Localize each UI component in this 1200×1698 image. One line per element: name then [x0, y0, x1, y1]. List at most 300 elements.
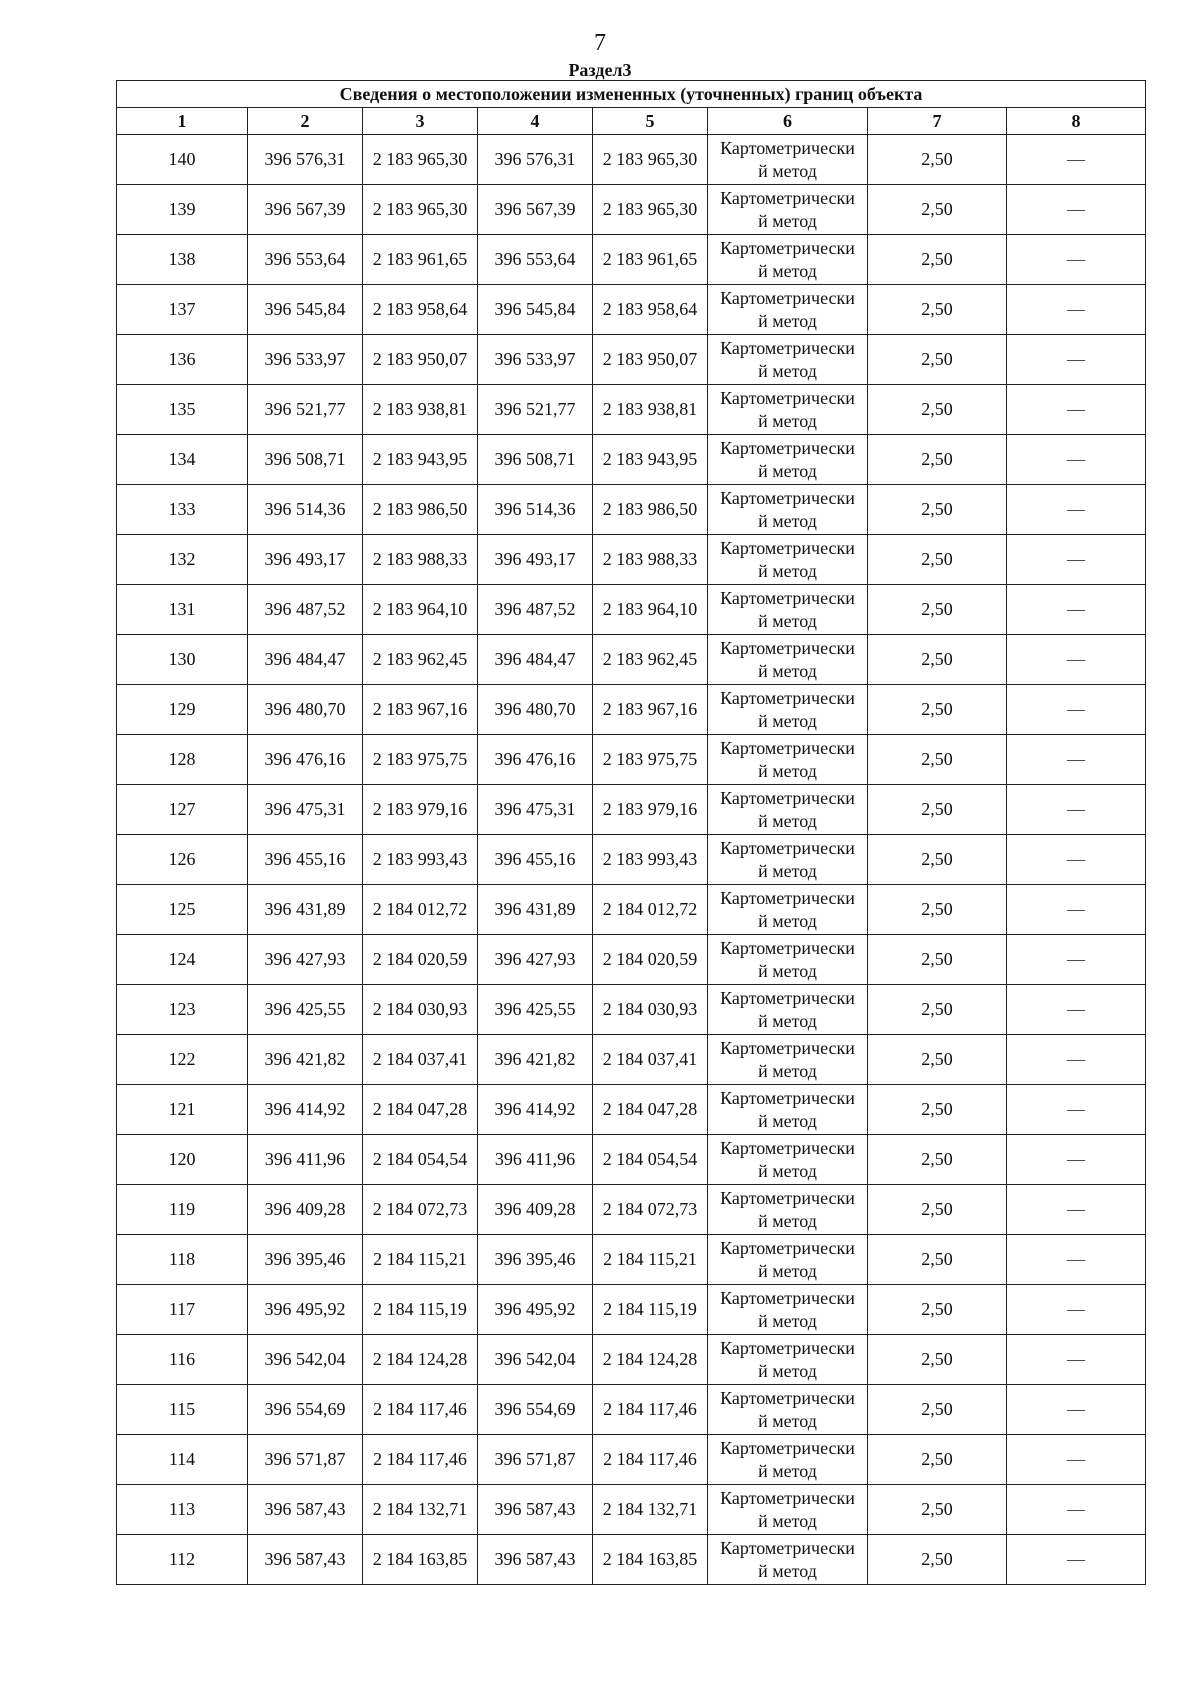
table-row	[117, 985, 1146, 1035]
method-cell	[708, 635, 868, 685]
method-cell	[708, 835, 868, 885]
method-cell	[708, 885, 868, 935]
y-refined-cell: 2 183 943,95	[593, 435, 708, 485]
y-existing-cell: 2 184 047,28	[363, 1085, 478, 1135]
method-line-1: Картометрически	[720, 387, 855, 408]
y-refined-cell: 2 184 072,73	[593, 1185, 708, 1235]
x-refined-cell: 396 587,43	[478, 1535, 593, 1585]
point-number-cell: 125	[117, 885, 248, 935]
method-line-1: Картометрически	[720, 587, 855, 608]
point-number-cell: 131	[117, 585, 248, 635]
method-line-1: Картометрически	[720, 1487, 855, 1508]
x-refined-cell: 396 425,55	[478, 985, 593, 1035]
y-refined-cell: 2 183 964,10	[593, 585, 708, 635]
method-line-1: Картометрически	[720, 1087, 855, 1108]
description-cell: —	[1007, 985, 1146, 1035]
x-existing-cell: 396 576,31	[248, 135, 363, 185]
x-existing-cell: 396 425,55	[248, 985, 363, 1035]
method-line-1: Картометрически	[720, 887, 855, 908]
point-number-cell: 119	[117, 1185, 248, 1235]
table-row	[117, 885, 1146, 935]
description-cell: —	[1007, 885, 1146, 935]
method-cell	[708, 185, 868, 235]
method-cell	[708, 335, 868, 385]
y-existing-cell: 2 184 117,46	[363, 1435, 478, 1485]
accuracy-cell: 2,50	[868, 1535, 1007, 1585]
description-cell: —	[1007, 635, 1146, 685]
description-cell: —	[1007, 185, 1146, 235]
x-existing-cell: 396 411,96	[248, 1135, 363, 1185]
table-row	[117, 1535, 1146, 1585]
method-line-2: й метод	[758, 1210, 817, 1231]
point-number-cell: 135	[117, 385, 248, 435]
y-existing-cell: 2 183 975,75	[363, 735, 478, 785]
method-cell	[708, 235, 868, 285]
column-header: 8	[1007, 108, 1146, 135]
y-existing-cell: 2 184 124,28	[363, 1335, 478, 1385]
method-cell	[708, 585, 868, 635]
x-existing-cell: 396 545,84	[248, 285, 363, 335]
method-line-2: й метод	[758, 410, 817, 431]
x-existing-cell: 396 533,97	[248, 335, 363, 385]
section-title: Раздел3	[568, 60, 632, 80]
y-refined-cell: 2 184 012,72	[593, 885, 708, 935]
accuracy-cell: 2,50	[868, 835, 1007, 885]
x-refined-cell: 396 427,93	[478, 935, 593, 985]
method-line-1: Картометрически	[720, 137, 855, 158]
x-refined-cell: 396 409,28	[478, 1185, 593, 1235]
y-existing-cell: 2 183 943,95	[363, 435, 478, 485]
description-cell: —	[1007, 535, 1146, 585]
x-refined-cell: 396 431,89	[478, 885, 593, 935]
description-cell: —	[1007, 1035, 1146, 1085]
method-line-2: й метод	[758, 560, 817, 581]
y-refined-cell: 2 184 132,71	[593, 1485, 708, 1535]
description-cell: —	[1007, 1285, 1146, 1335]
y-refined-cell: 2 184 054,54	[593, 1135, 708, 1185]
y-refined-cell: 2 184 037,41	[593, 1035, 708, 1085]
column-header: 2	[248, 108, 363, 135]
table-row	[117, 185, 1146, 235]
x-existing-cell: 396 475,31	[248, 785, 363, 835]
description-cell: —	[1007, 335, 1146, 385]
method-line-2: й метод	[758, 660, 817, 681]
description-cell: —	[1007, 785, 1146, 835]
description-cell: —	[1007, 1135, 1146, 1185]
method-cell	[708, 285, 868, 335]
method-cell	[708, 1535, 868, 1585]
accuracy-cell: 2,50	[868, 435, 1007, 485]
method-line-2: й метод	[758, 710, 817, 731]
description-cell: —	[1007, 585, 1146, 635]
method-line-2: й метод	[758, 1410, 817, 1431]
x-existing-cell: 396 455,16	[248, 835, 363, 885]
point-number-cell: 117	[117, 1285, 248, 1335]
x-existing-cell: 396 395,46	[248, 1235, 363, 1285]
x-existing-cell: 396 480,70	[248, 685, 363, 735]
method-line-1: Картометрически	[720, 187, 855, 208]
table-row	[117, 1235, 1146, 1285]
method-line-2: й метод	[758, 1310, 817, 1331]
method-line-1: Картометрически	[720, 1337, 855, 1358]
method-line-1: Картометрически	[720, 1287, 855, 1308]
y-refined-cell: 2 183 967,16	[593, 685, 708, 735]
column-header: 4	[478, 108, 593, 135]
column-header-row	[117, 108, 1146, 135]
x-refined-cell: 396 553,64	[478, 235, 593, 285]
method-line-1: Картометрически	[720, 787, 855, 808]
x-refined-cell: 396 567,39	[478, 185, 593, 235]
accuracy-cell: 2,50	[868, 485, 1007, 535]
x-existing-cell: 396 409,28	[248, 1185, 363, 1235]
method-cell	[708, 1085, 868, 1135]
x-refined-cell: 396 475,31	[478, 785, 593, 835]
y-existing-cell: 2 184 054,54	[363, 1135, 478, 1185]
point-number-cell: 116	[117, 1335, 248, 1385]
method-cell	[708, 1485, 868, 1535]
method-line-1: Картометрически	[720, 687, 855, 708]
x-existing-cell: 396 542,04	[248, 1335, 363, 1385]
table-row	[117, 435, 1146, 485]
description-cell: —	[1007, 1185, 1146, 1235]
column-header: 1	[117, 108, 248, 135]
x-refined-cell: 396 533,97	[478, 335, 593, 385]
x-refined-cell: 396 495,92	[478, 1285, 593, 1335]
y-refined-cell: 2 183 950,07	[593, 335, 708, 385]
description-cell: —	[1007, 1235, 1146, 1285]
x-existing-cell: 396 431,89	[248, 885, 363, 935]
accuracy-cell: 2,50	[868, 1285, 1007, 1335]
y-refined-cell: 2 183 965,30	[593, 135, 708, 185]
point-number-cell: 132	[117, 535, 248, 585]
accuracy-cell: 2,50	[868, 935, 1007, 985]
method-line-2: й метод	[758, 1360, 817, 1381]
method-line-2: й метод	[758, 510, 817, 531]
x-existing-cell: 396 427,93	[248, 935, 363, 985]
y-existing-cell: 2 184 020,59	[363, 935, 478, 985]
method-cell	[708, 935, 868, 985]
description-cell: —	[1007, 385, 1146, 435]
method-cell	[708, 1235, 868, 1285]
table-row	[117, 585, 1146, 635]
table-row	[117, 735, 1146, 785]
x-refined-cell: 396 487,52	[478, 585, 593, 635]
method-line-1: Картометрически	[720, 1137, 855, 1158]
point-number-cell: 124	[117, 935, 248, 985]
method-line-1: Картометрически	[720, 487, 855, 508]
point-number-cell: 122	[117, 1035, 248, 1085]
x-existing-cell: 396 587,43	[248, 1535, 363, 1585]
table-row	[117, 485, 1146, 535]
description-cell: —	[1007, 1435, 1146, 1485]
accuracy-cell: 2,50	[868, 585, 1007, 635]
y-existing-cell: 2 184 115,21	[363, 1235, 478, 1285]
table-row	[117, 1085, 1146, 1135]
method-cell	[708, 785, 868, 835]
method-line-1: Картометрически	[720, 1237, 855, 1258]
method-line-2: й метод	[758, 910, 817, 931]
point-number-cell: 138	[117, 235, 248, 285]
x-refined-cell: 396 545,84	[478, 285, 593, 335]
x-refined-cell: 396 421,82	[478, 1035, 593, 1085]
method-line-2: й метод	[758, 760, 817, 781]
table-row	[117, 1335, 1146, 1385]
table-row	[117, 935, 1146, 985]
accuracy-cell: 2,50	[868, 185, 1007, 235]
method-line-1: Картометрически	[720, 987, 855, 1008]
method-cell	[708, 435, 868, 485]
x-existing-cell: 396 571,87	[248, 1435, 363, 1485]
accuracy-cell: 2,50	[868, 1235, 1007, 1285]
y-refined-cell: 2 184 030,93	[593, 985, 708, 1035]
description-cell: —	[1007, 685, 1146, 735]
table-row	[117, 385, 1146, 435]
point-number-cell: 123	[117, 985, 248, 1035]
description-cell: —	[1007, 935, 1146, 985]
point-number-cell: 114	[117, 1435, 248, 1485]
method-cell	[708, 1135, 868, 1185]
x-refined-cell: 396 542,04	[478, 1335, 593, 1385]
y-existing-cell: 2 184 115,19	[363, 1285, 478, 1335]
y-existing-cell: 2 183 962,45	[363, 635, 478, 685]
description-cell: —	[1007, 435, 1146, 485]
description-cell: —	[1007, 235, 1146, 285]
accuracy-cell: 2,50	[868, 735, 1007, 785]
method-line-1: Картометрически	[720, 337, 855, 358]
point-number-cell: 112	[117, 1535, 248, 1585]
accuracy-cell: 2,50	[868, 535, 1007, 585]
accuracy-cell: 2,50	[868, 1485, 1007, 1535]
description-cell: —	[1007, 1485, 1146, 1535]
method-line-1: Картометрически	[720, 837, 855, 858]
y-existing-cell: 2 184 072,73	[363, 1185, 478, 1235]
method-line-1: Картометрически	[720, 1037, 855, 1058]
method-cell	[708, 985, 868, 1035]
y-existing-cell: 2 183 950,07	[363, 335, 478, 385]
x-refined-cell: 396 395,46	[478, 1235, 593, 1285]
method-line-2: й метод	[758, 1460, 817, 1481]
method-line-1: Картометрически	[720, 537, 855, 558]
accuracy-cell: 2,50	[868, 1435, 1007, 1485]
x-refined-cell: 396 521,77	[478, 385, 593, 435]
point-number-cell: 115	[117, 1385, 248, 1435]
table-row	[117, 235, 1146, 285]
x-existing-cell: 396 508,71	[248, 435, 363, 485]
y-refined-cell: 2 184 047,28	[593, 1085, 708, 1135]
accuracy-cell: 2,50	[868, 1135, 1007, 1185]
table-row	[117, 1185, 1146, 1235]
accuracy-cell: 2,50	[868, 285, 1007, 335]
x-refined-cell: 396 476,16	[478, 735, 593, 785]
method-cell	[708, 1335, 868, 1385]
method-cell	[708, 685, 868, 735]
y-refined-cell: 2 183 975,75	[593, 735, 708, 785]
y-existing-cell: 2 183 964,10	[363, 585, 478, 635]
description-cell: —	[1007, 1085, 1146, 1135]
point-number-cell: 113	[117, 1485, 248, 1535]
method-cell	[708, 1385, 868, 1435]
x-refined-cell: 396 587,43	[478, 1485, 593, 1535]
method-line-2: й метод	[758, 960, 817, 981]
table-row	[117, 285, 1146, 335]
method-line-2: й метод	[758, 1060, 817, 1081]
x-refined-cell: 396 554,69	[478, 1385, 593, 1435]
table-row	[117, 835, 1146, 885]
method-line-1: Картометрически	[720, 1537, 855, 1558]
point-number-cell: 134	[117, 435, 248, 485]
table-row	[117, 535, 1146, 585]
description-cell: —	[1007, 835, 1146, 885]
y-refined-cell: 2 184 115,19	[593, 1285, 708, 1335]
table-row	[117, 635, 1146, 685]
method-cell	[708, 735, 868, 785]
x-existing-cell: 396 567,39	[248, 185, 363, 235]
accuracy-cell: 2,50	[868, 685, 1007, 735]
y-refined-cell: 2 184 117,46	[593, 1435, 708, 1485]
y-existing-cell: 2 183 938,81	[363, 385, 478, 435]
table-row	[117, 1485, 1146, 1535]
table-row	[117, 135, 1146, 185]
method-line-2: й метод	[758, 1260, 817, 1281]
table-row	[117, 785, 1146, 835]
x-existing-cell: 396 414,92	[248, 1085, 363, 1135]
method-line-2: й метод	[758, 810, 817, 831]
y-existing-cell: 2 183 961,65	[363, 235, 478, 285]
method-line-2: й метод	[758, 460, 817, 481]
y-refined-cell: 2 183 965,30	[593, 185, 708, 235]
x-existing-cell: 396 495,92	[248, 1285, 363, 1335]
x-refined-cell: 396 411,96	[478, 1135, 593, 1185]
accuracy-cell: 2,50	[868, 785, 1007, 835]
method-line-1: Картометрически	[720, 637, 855, 658]
y-refined-cell: 2 184 115,21	[593, 1235, 708, 1285]
y-refined-cell: 2 183 986,50	[593, 485, 708, 535]
x-refined-cell: 396 484,47	[478, 635, 593, 685]
point-number-cell: 136	[117, 335, 248, 385]
method-line-1: Картометрически	[720, 937, 855, 958]
point-number-cell: 140	[117, 135, 248, 185]
accuracy-cell: 2,50	[868, 1385, 1007, 1435]
y-refined-cell: 2 184 020,59	[593, 935, 708, 985]
x-existing-cell: 396 554,69	[248, 1385, 363, 1435]
x-refined-cell: 396 514,36	[478, 485, 593, 535]
y-existing-cell: 2 184 117,46	[363, 1385, 478, 1435]
x-existing-cell: 396 587,43	[248, 1485, 363, 1535]
method-line-1: Картометрически	[720, 287, 855, 308]
method-line-2: й метод	[758, 210, 817, 231]
table-row	[117, 1435, 1146, 1485]
accuracy-cell: 2,50	[868, 985, 1007, 1035]
x-existing-cell: 396 514,36	[248, 485, 363, 535]
y-existing-cell: 2 183 988,33	[363, 535, 478, 585]
method-line-1: Картометрически	[720, 737, 855, 758]
method-line-1: Картометрически	[720, 1437, 855, 1458]
method-cell	[708, 535, 868, 585]
method-line-2: й метод	[758, 860, 817, 881]
description-cell: —	[1007, 1335, 1146, 1385]
method-line-2: й метод	[758, 260, 817, 281]
x-refined-cell: 396 576,31	[478, 135, 593, 185]
method-line-2: й метод	[758, 1510, 817, 1531]
method-cell	[708, 485, 868, 535]
y-existing-cell: 2 184 030,93	[363, 985, 478, 1035]
point-number-cell: 127	[117, 785, 248, 835]
x-existing-cell: 396 487,52	[248, 585, 363, 635]
method-line-2: й метод	[758, 1110, 817, 1131]
point-number-cell: 128	[117, 735, 248, 785]
table-row	[117, 1385, 1146, 1435]
x-refined-cell: 396 480,70	[478, 685, 593, 735]
point-number-cell: 129	[117, 685, 248, 735]
x-refined-cell: 396 414,92	[478, 1085, 593, 1135]
accuracy-cell: 2,50	[868, 1035, 1007, 1085]
accuracy-cell: 2,50	[868, 335, 1007, 385]
y-existing-cell: 2 183 958,64	[363, 285, 478, 335]
description-cell: —	[1007, 1385, 1146, 1435]
y-refined-cell: 2 184 124,28	[593, 1335, 708, 1385]
y-refined-cell: 2 184 117,46	[593, 1385, 708, 1435]
method-cell	[708, 1285, 868, 1335]
description-cell: —	[1007, 735, 1146, 785]
point-number-cell: 139	[117, 185, 248, 235]
y-refined-cell: 2 183 979,16	[593, 785, 708, 835]
point-number-cell: 130	[117, 635, 248, 685]
method-cell	[708, 385, 868, 435]
method-cell	[708, 1185, 868, 1235]
y-existing-cell: 2 183 965,30	[363, 135, 478, 185]
y-existing-cell: 2 183 967,16	[363, 685, 478, 735]
point-number-cell: 137	[117, 285, 248, 335]
x-existing-cell: 396 476,16	[248, 735, 363, 785]
column-header: 7	[868, 108, 1007, 135]
point-number-cell: 133	[117, 485, 248, 535]
y-refined-cell: 2 183 958,64	[593, 285, 708, 335]
table-row	[117, 335, 1146, 385]
y-existing-cell: 2 184 132,71	[363, 1485, 478, 1535]
y-refined-cell: 2 183 962,45	[593, 635, 708, 685]
y-refined-cell: 2 183 961,65	[593, 235, 708, 285]
method-line-2: й метод	[758, 360, 817, 381]
table-row	[117, 1285, 1146, 1335]
description-cell: —	[1007, 485, 1146, 535]
y-refined-cell: 2 184 163,85	[593, 1535, 708, 1585]
x-existing-cell: 396 484,47	[248, 635, 363, 685]
point-number-cell: 120	[117, 1135, 248, 1185]
y-existing-cell: 2 184 012,72	[363, 885, 478, 935]
accuracy-cell: 2,50	[868, 1335, 1007, 1385]
column-header: 3	[363, 108, 478, 135]
x-existing-cell: 396 421,82	[248, 1035, 363, 1085]
accuracy-cell: 2,50	[868, 1085, 1007, 1135]
method-line-1: Картометрически	[720, 1187, 855, 1208]
table-row	[117, 685, 1146, 735]
x-existing-cell: 396 553,64	[248, 235, 363, 285]
accuracy-cell: 2,50	[868, 385, 1007, 435]
method-line-2: й метод	[758, 1160, 817, 1181]
table-row	[117, 1135, 1146, 1185]
x-existing-cell: 396 521,77	[248, 385, 363, 435]
table-row	[117, 1035, 1146, 1085]
method-line-2: й метод	[758, 160, 817, 181]
point-number-cell: 118	[117, 1235, 248, 1285]
column-header: 5	[593, 108, 708, 135]
y-existing-cell: 2 183 965,30	[363, 185, 478, 235]
method-line-1: Картометрически	[720, 1387, 855, 1408]
method-line-2: й метод	[758, 1560, 817, 1581]
accuracy-cell: 2,50	[868, 135, 1007, 185]
method-line-1: Картометрически	[720, 437, 855, 458]
x-refined-cell: 396 455,16	[478, 835, 593, 885]
